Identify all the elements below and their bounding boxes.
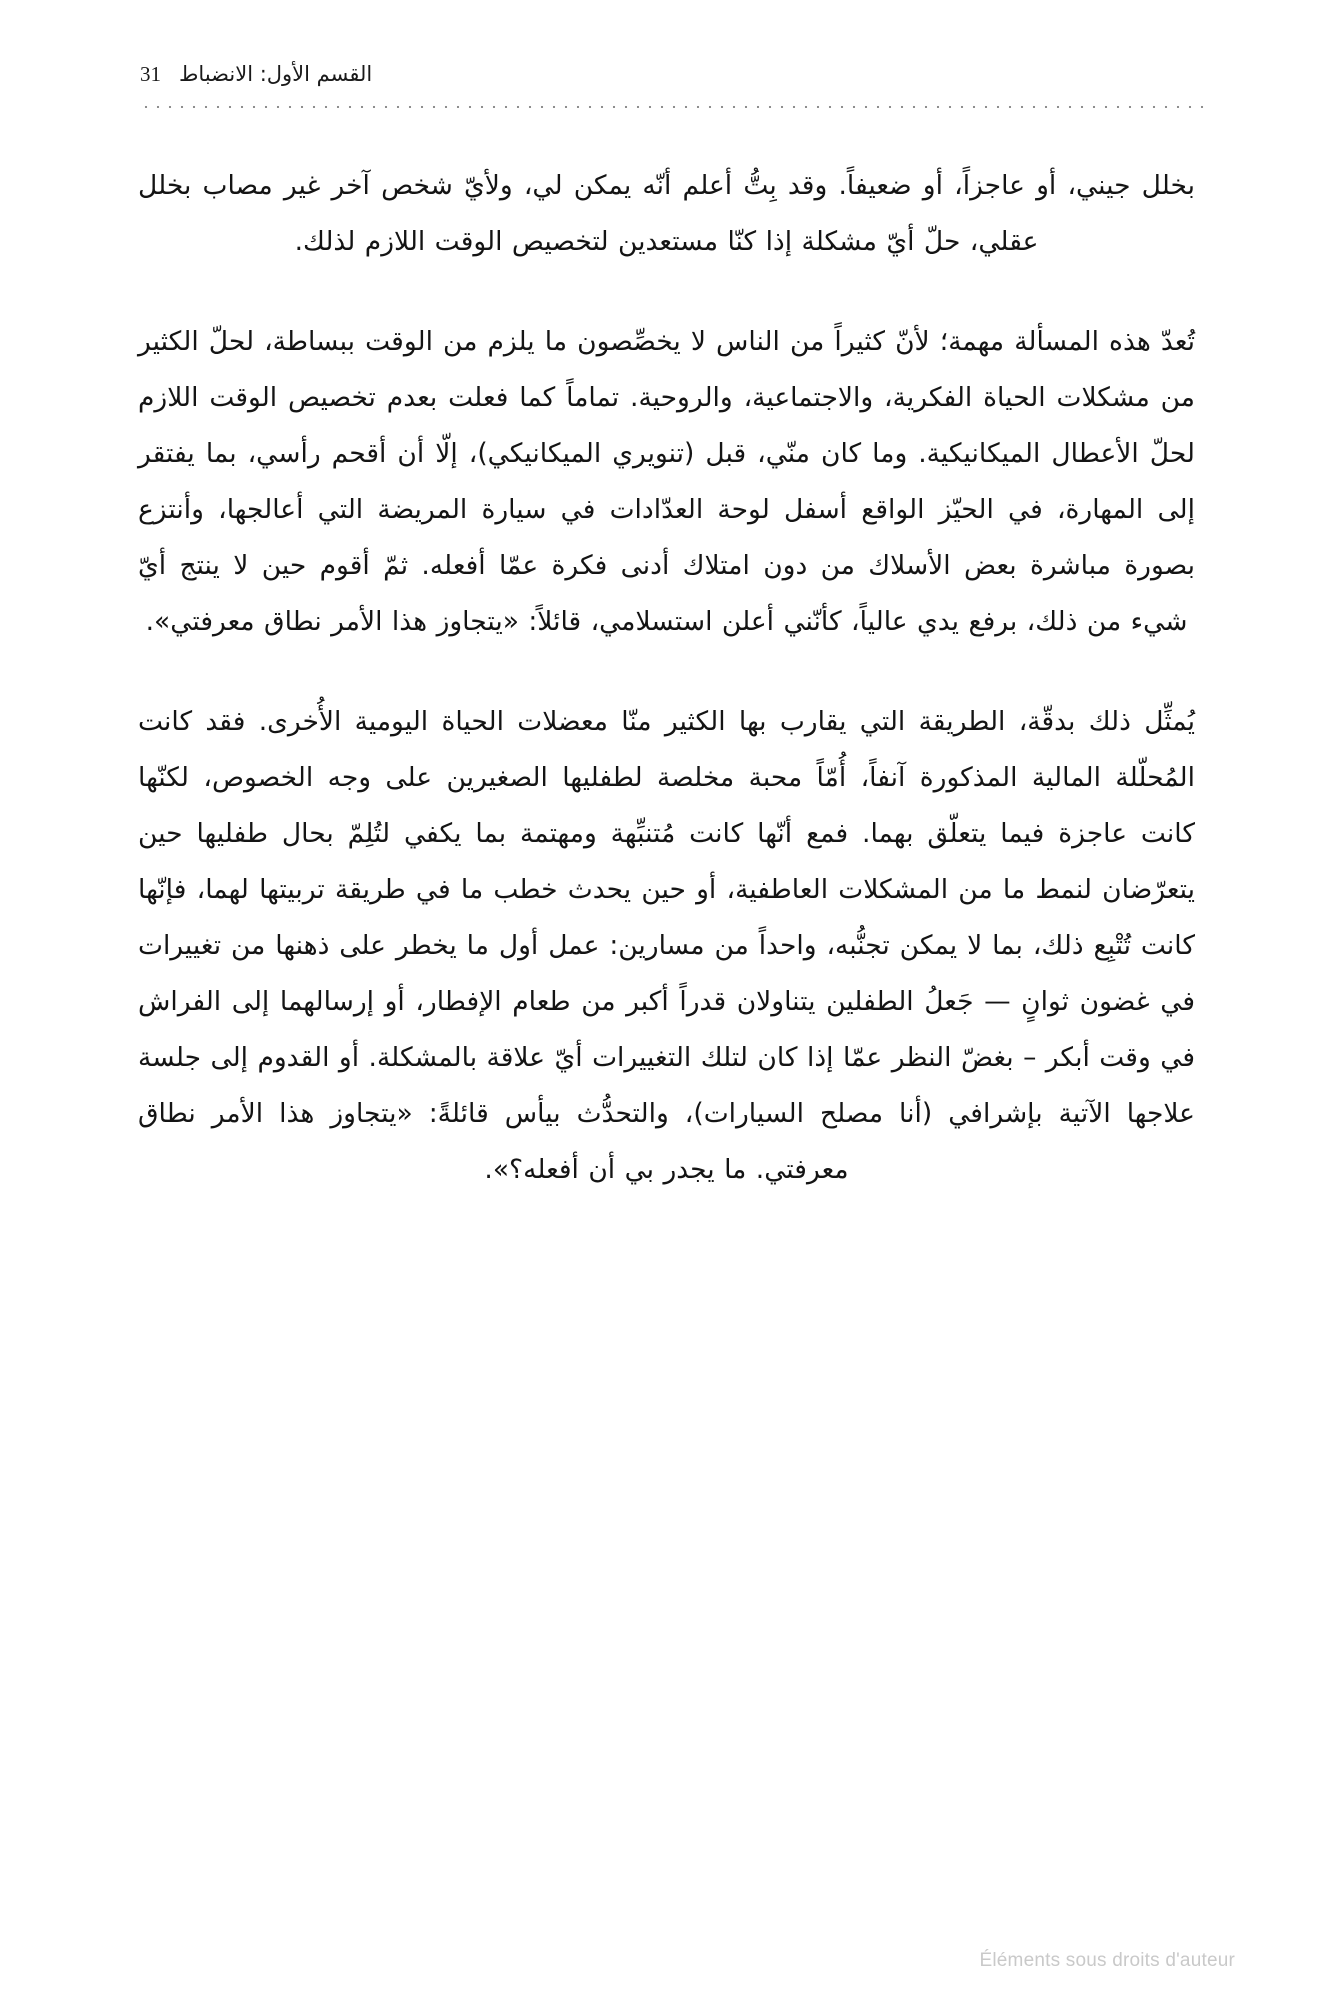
header-dotted-rule [140,104,1205,108]
running-header [140,62,1193,98]
page-number: 31 [140,62,161,86]
copyright-watermark: Éléments sous droits d'auteur [979,1950,1235,1971]
paragraph-1: بخلل جيني، أو عاجزاً، أو ضعيفاً. وقد بِتُّ أعلم أنّه يمكن لي، ولأيّ شخص آخر غير مصاب بخلل عقلي، حلّ أيّ مشكلة إذا كنّا مستعدين لتخصيص الوقت اللازم لذلك. [138,170,1195,257]
paragraph-3: يُمثِّل ذلك بدقّة، الطريقة التي يقارب بها الكثير منّا معضلات الحياة اليومية الأُخرى. فقد كانت المُحلّلة المالية المذكورة آنفاً، أُمّاً محبة مخلصة لطفليها الصغيرين على وجه الخصوص، لكنّها كانت عاجزة فيما يتعلّق بهما. فمع أنّها كانت مُتنبِّهة ومهتمة بما يكفي لتُلِمّ بحال طفليها حين يتعرّضان لنمط ما من المشكلات العاطفية، أو حين يحدث خطب ما في طريقة تربيتها لهما، فإنّها كانت تُتْبِع ذلك، بما لا يمكن تجنُّبه، واحداً من مسارين: عمل أول ما يخطر على ذهنها من تغييرات في غضون ثوانٍ — جَعلُ الطفلين يتناولان قدراً أكبر من طعام الإفطار، أو إرسالهما إلى الفراش في وقت أبكر – بغضّ النظر عمّا إذا كان لتلك التغييرات أيّ علاقة بالمشكلة. أو القدوم إلى جلسة علاجها الآتية بإشرافي (أنا مصلح السيارات)، والتحدُّث بيأس قائلةً: «يتجاوز هذا الأمر نطاق معرفتي. ما يجدر بي أن أفعله؟». [138,706,1195,1185]
running-header-title: القسم الأول: الانضباط [179,62,373,86]
paragraph-2: تُعدّ هذه المسألة مهمة؛ لأنّ كثيراً من الناس لا يخصِّصون ما يلزم من الوقت ببساطة، لحلّ الكثير من مشكلات الحياة الفكرية، والاجتماعية، والروحية. تماماً كما فعلت بعدم تخصيص الوقت اللازم لحلّ الأعطال الميكانيكية. وما كان منّي، قبل (تنويري الميكانيكي)، إلّا أن أقحم رأسي، بما يفتقر إلى المهارة، في الحيّز الواقع أسفل لوحة العدّادات في سيارة المريضة التي أعالجها، وأنتزع بصورة مباشرة بعض الأسلاك من دون امتلاك أدنى فكرة عمّا أفعله. ثمّ أقوم حين لا ينتج أيّ شيء من ذلك، برفع يدي عالياً، كأنّني أعلن استسلامي، قائلاً: «يتجاوز هذا الأمر نطاق معرفتي». [138,326,1195,637]
body-text-column [138,158,1195,1198]
